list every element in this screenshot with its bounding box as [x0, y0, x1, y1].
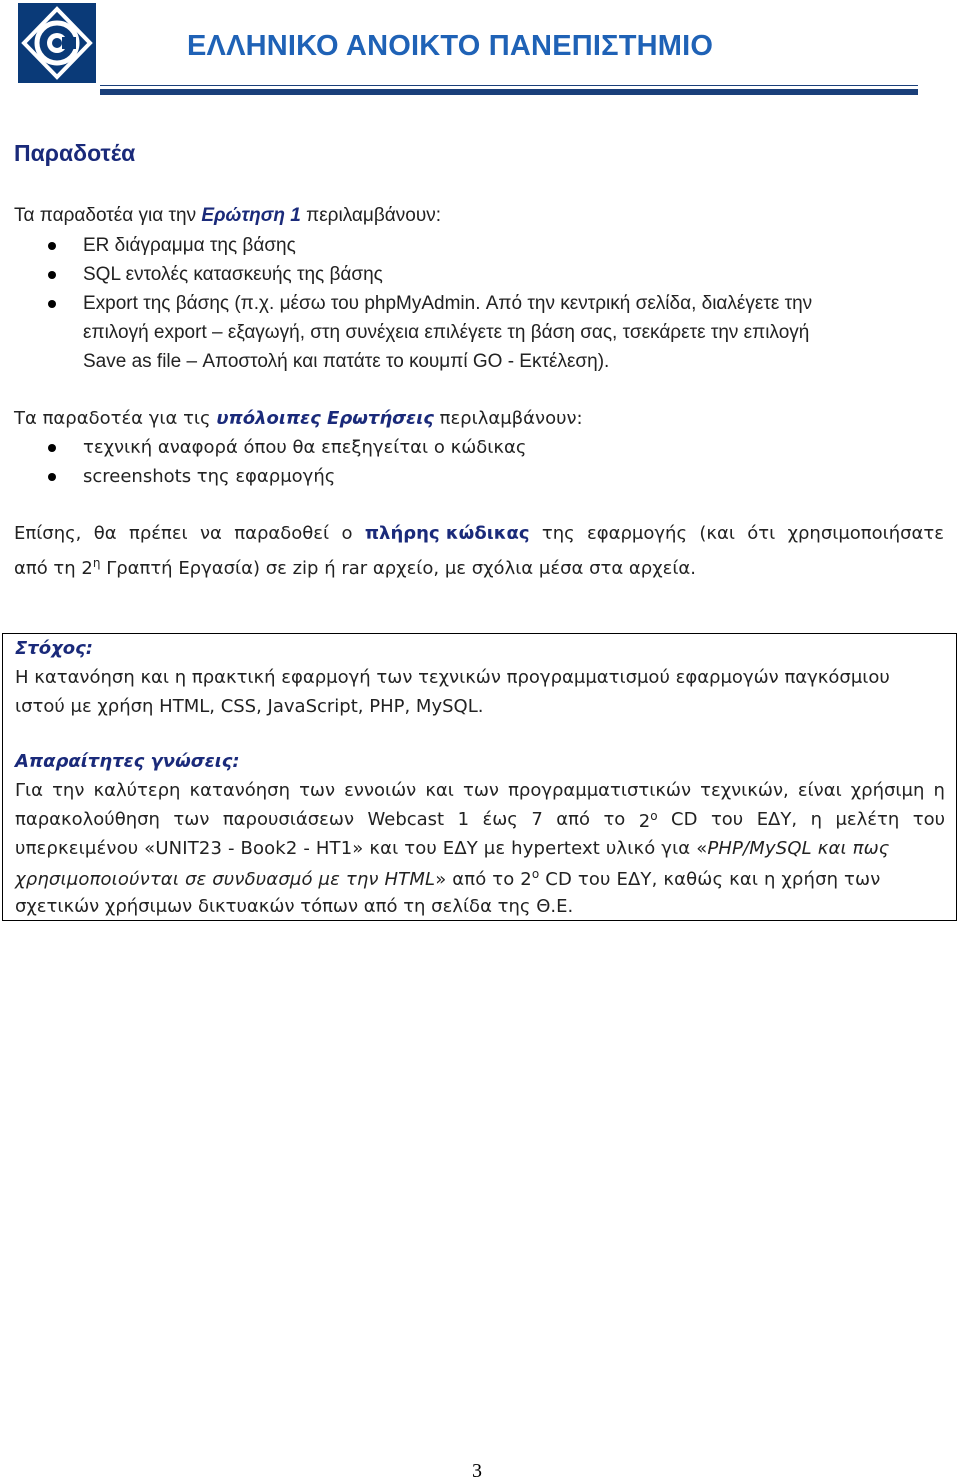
- italic-text: PHP/MySQL και πως: [707, 838, 890, 859]
- word: πρέπει: [128, 523, 188, 544]
- text: υπερκειμένου «UNIT23 - Book2 - HT1» και του ΕΔΥ με hypertext υλικό για «: [15, 838, 708, 859]
- rest-intro-post: περιλαμβάνουν:: [433, 408, 583, 429]
- word: παρακολούθηση: [15, 809, 160, 830]
- q1-intro-em: Ερώτηση 1: [201, 205, 301, 226]
- list-item: [0, 260, 812, 289]
- text: Γραπτή Εργασία) σε zip ή rar αρχείο, με σχόλια μέσα στα αρχεία.: [100, 558, 696, 579]
- word: του: [710, 809, 744, 830]
- word: τεχνικών,: [700, 780, 789, 801]
- word: Webcast: [367, 809, 445, 830]
- university-logo: [18, 3, 96, 83]
- word: η: [933, 780, 945, 801]
- bullet-icon: [48, 242, 56, 250]
- word: μελέτη: [835, 809, 900, 830]
- bullet-icon: [48, 473, 56, 481]
- list-item: [0, 462, 526, 491]
- bullet-icon: [48, 271, 56, 279]
- prereq-line-2: [15, 809, 945, 832]
- word: την: [52, 780, 85, 801]
- word: παρουσιάσεων: [222, 809, 355, 830]
- word: 7: [531, 809, 543, 830]
- list-item-text: screenshots της εφαρμογής: [83, 466, 336, 487]
- university-seal-icon: [18, 3, 96, 83]
- cd-number: [639, 809, 658, 832]
- section-title: Παραδοτέα: [14, 140, 136, 166]
- code-note-line-1: [14, 519, 944, 548]
- word: η: [810, 809, 822, 830]
- word: παραδοθεί: [234, 523, 330, 544]
- number: 2: [638, 811, 651, 832]
- list-item: [0, 433, 526, 462]
- q1-list: [0, 231, 812, 376]
- prereq-line-1: [15, 780, 945, 801]
- list-item-continuation: [0, 318, 812, 347]
- prereq-line-5: σχετικών χρήσιμων δικτυακών τόπων από τη σελίδα της Θ.Ε.: [15, 896, 574, 917]
- word: προγραμματιστικών: [508, 780, 692, 801]
- q1-intro: [14, 201, 441, 230]
- header-rule-thick: [100, 89, 918, 95]
- word: εννοιών: [344, 780, 417, 801]
- word: κατανόηση: [189, 780, 290, 801]
- superscript: η: [92, 556, 101, 570]
- header-rule-thin: [100, 85, 918, 86]
- italic-text: χρησιμοποιούνται σε συνδυασμό με την HTML: [15, 869, 436, 890]
- list-item-text: επιλογή export – εξαγωγή, στη συνέχεια επιλέγετε τη βάση σας, τσεκάρετε την επιλογή: [83, 322, 810, 343]
- list-item-text: Save as file – Αποστολή και πατάτε το κουμπί GO - Εκτέλεση).: [83, 351, 610, 372]
- goal-line-1: Η κατανόηση και η πρακτική εφαρμογή των τεχνικών προγραμματισμού εφαρμογών παγκόσμιου: [15, 667, 890, 688]
- rest-intro: [14, 404, 583, 433]
- bullet-icon: [48, 300, 56, 308]
- word: (και: [699, 523, 735, 544]
- word: Για: [15, 780, 43, 801]
- rest-intro-pre: Τα παραδοτέα για τις: [14, 408, 217, 429]
- word: των: [299, 780, 336, 801]
- emphasis-full-code: πλήρης κώδικας: [364, 523, 530, 544]
- prereq-label: Απαραίτητες γνώσεις:: [15, 751, 240, 772]
- bullet-icon: [48, 444, 56, 452]
- q1-intro-post: περιλαμβάνουν:: [300, 205, 442, 226]
- word: εφαρμογής: [587, 523, 688, 544]
- superscript: ο: [531, 867, 540, 881]
- word: ο: [341, 523, 353, 544]
- list-item-continuation: [0, 347, 812, 376]
- word: 1: [457, 809, 470, 830]
- word: και: [425, 780, 454, 801]
- list-item-text: τεχνική αναφορά όπου θα επεξηγείται ο κώδικας: [83, 437, 527, 458]
- word: των: [173, 809, 210, 830]
- word: CD: [671, 809, 698, 830]
- list-item: [0, 231, 812, 260]
- word: χρησιμοποιήσατε: [787, 523, 944, 544]
- word: της: [541, 523, 575, 544]
- word: χρήσιμη: [850, 780, 925, 801]
- text: CD του ΕΔΥ, καθώς και η χρήση των: [539, 869, 881, 890]
- rest-list: [0, 433, 526, 491]
- word: θα: [93, 523, 117, 544]
- code-note-line-2: [14, 549, 696, 583]
- page-number: 3: [472, 1460, 482, 1482]
- goal-label: Στόχος:: [15, 638, 93, 659]
- word: ΕΔΥ,: [756, 809, 798, 830]
- list-item-text: SQL εντολές κατασκευής της βάσης: [83, 264, 383, 285]
- rest-intro-em: υπόλοιπες Ερωτήσεις: [216, 408, 434, 429]
- superscript: ο: [650, 809, 658, 823]
- text: από τη 2: [14, 558, 93, 579]
- word: Επίσης,: [14, 523, 82, 544]
- list-item-text: Export της βάσης (π.χ. μέσω του phpMyAdmin. Από την κεντρική σελίδα, διαλέγετε την: [83, 293, 813, 314]
- word: έως: [482, 809, 518, 830]
- q1-intro-pre: Τα παραδοτέα για την: [14, 205, 202, 226]
- university-title: ΕΛΛΗΝΙΚΟ ΑΝΟΙΚΤΟ ΠΑΝΕΠΙΣΤΗΜΙΟ: [187, 30, 714, 62]
- prereq-line-3: [15, 838, 890, 859]
- list-item: [0, 289, 812, 318]
- list-item-text: ER διάγραμμα της βάσης: [83, 235, 296, 256]
- word: καλύτερη: [93, 780, 181, 801]
- word: του: [912, 809, 945, 830]
- prereq-line-4: [15, 867, 880, 890]
- word: να: [199, 523, 222, 544]
- text: » από το 2: [435, 869, 532, 890]
- word: είναι: [797, 780, 842, 801]
- goals-box: [2, 633, 957, 921]
- word: ότι: [747, 523, 776, 544]
- goal-line-2: ιστού με χρήση HTML, CSS, JavaScript, PHP, MySQL.: [15, 696, 484, 717]
- word: των: [463, 780, 499, 801]
- word: το: [603, 809, 626, 830]
- word: από: [556, 809, 590, 830]
